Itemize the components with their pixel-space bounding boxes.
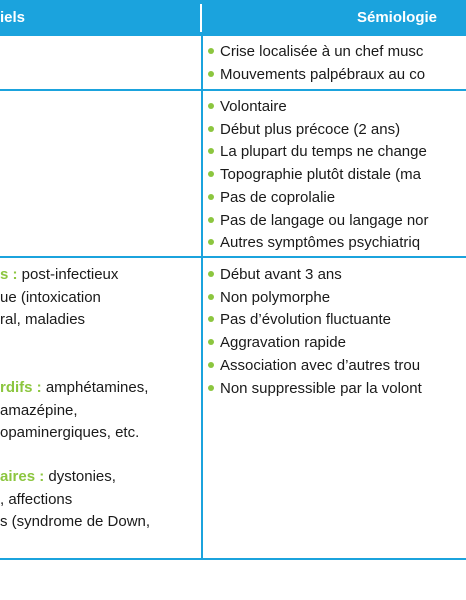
list-item: Association avec d’autres trou [208,355,422,378]
row-3-causes-block-2: rdifs : amphétamines, amazépine, opaminergiques, etc. [0,379,149,442]
list-item: Autres symptômes psychiatriq [208,232,429,255]
bullet-icon [208,385,214,391]
row-3-semiologie [208,264,422,400]
bullet-icon [208,171,214,177]
list-item: La plupart du temps ne change [208,141,429,164]
table-bottom-border [0,558,466,560]
list-item: Pas de coprolalie [208,187,429,210]
bullet-icon [208,239,214,245]
column-divider [201,36,203,560]
list-item: Pas d’évolution fluctuante [208,309,422,332]
row-3-causes-block-1: s : post-infectieux ue (intoxication ral, maladies [0,266,119,329]
list-item: Non polymorphe [208,287,422,310]
list-item: Aggravation rapide [208,332,422,355]
table-header [0,0,466,36]
bullet-icon [208,294,214,300]
list-item: Mouvements palpébraux au co [208,64,425,87]
bullet-icon [208,316,214,322]
bullet-icon [208,362,214,368]
row-3-causes-block-3: aires : dystonies, , affections s (syndrome de Down, [0,468,151,531]
bullet-icon [208,126,214,132]
list-item: Volontaire [208,96,429,119]
bullet-icon [208,148,214,154]
bullet-icon [208,103,214,109]
category-label: aires : [0,468,45,485]
bullet-icon [208,71,214,77]
list-item: Début plus précoce (2 ans) [208,119,429,142]
list-item: Non suppressible par la volont [208,378,422,401]
header-semiologie-label: Sémiologie [357,9,438,26]
header-left-label: iels [0,9,26,26]
row-divider [0,89,466,91]
list-item: Topographie plutôt distale (ma [208,164,429,187]
list-item: Début avant 3 ans [208,264,422,287]
list-item: Pas de langage ou langage nor [208,210,429,233]
category-label: rdifs : [0,379,42,396]
row-1-semiologie [208,41,425,86]
row-divider [0,256,466,258]
bullet-icon [208,48,214,54]
bullet-icon [208,194,214,200]
bullet-icon [208,339,214,345]
list-item: Crise localisée à un chef musc [208,41,425,64]
row-2-semiologie [208,96,429,255]
bullet-icon [208,217,214,223]
category-label: s : [0,266,18,283]
header-divider [200,4,202,32]
bullet-icon [208,271,214,277]
